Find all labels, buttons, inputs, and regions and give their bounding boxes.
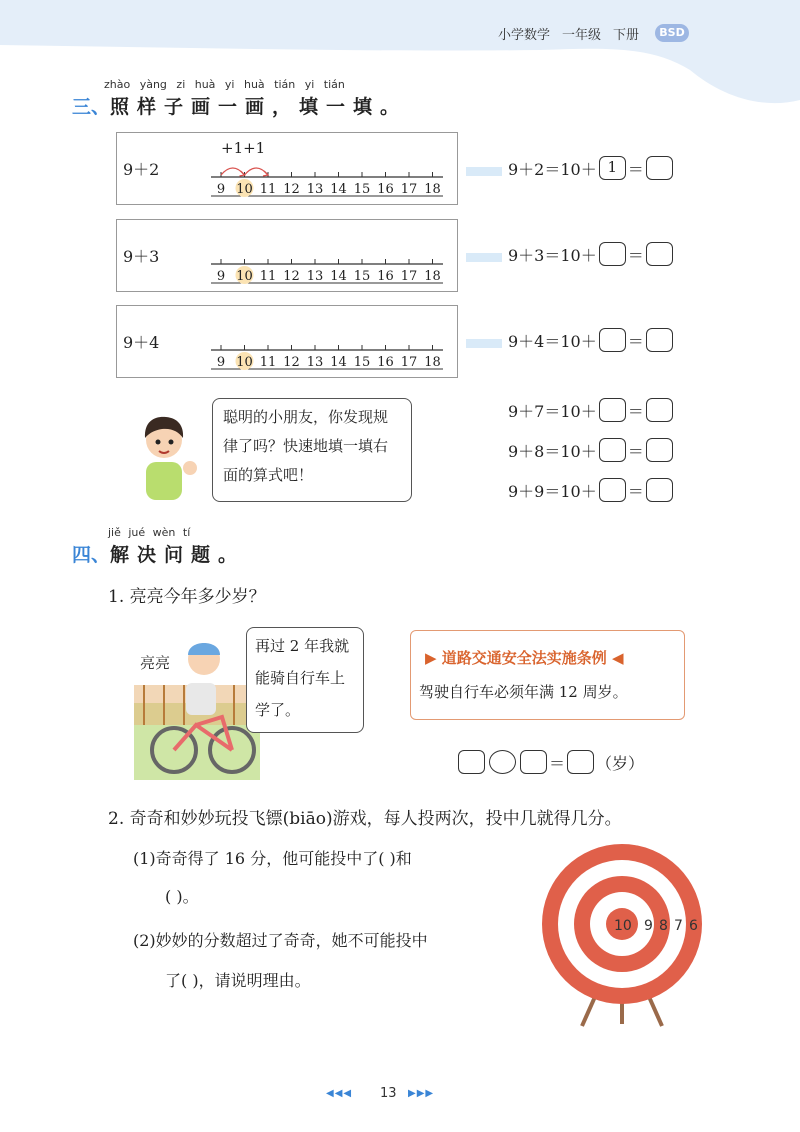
hop-label: +1+1 <box>221 139 266 157</box>
tick-label: 18 <box>424 182 441 197</box>
row-expression: 9＋4 <box>123 333 160 352</box>
tick-label: 12 <box>283 269 300 284</box>
row-expression: 9＋2 <box>123 160 160 179</box>
equation-row: 9＋3＝10＋ ＝ <box>508 242 675 266</box>
answer-box[interactable] <box>520 750 547 774</box>
tick-label: 11 <box>259 355 277 370</box>
answer-box[interactable] <box>599 438 626 462</box>
bicycle-illustration <box>134 625 260 780</box>
boy-illustration <box>132 410 207 500</box>
answer-box[interactable] <box>599 242 626 266</box>
answer-box[interactable] <box>646 438 673 462</box>
tick-label: 17 <box>400 269 418 284</box>
section4-title: 四、解决问题。 <box>72 544 246 566</box>
number-line <box>207 238 447 288</box>
question-2-part1-cont: ( )。 <box>165 887 199 906</box>
name-label: 亮亮 <box>140 654 171 672</box>
tick-label: 9 <box>216 269 226 284</box>
answer-box[interactable] <box>646 156 673 180</box>
tick-label: 13 <box>306 355 324 370</box>
number-line-box <box>116 132 458 205</box>
tick-label: 15 <box>353 269 371 284</box>
tick-label: 14 <box>330 182 347 197</box>
question-1-title: 1. 亮亮今年多少岁？ <box>108 587 266 607</box>
equation-row: 9＋4＝10＋ ＝ <box>508 328 675 352</box>
answer-box[interactable] <box>646 478 673 502</box>
answer-box[interactable] <box>458 750 485 774</box>
tick-label: 16 <box>377 269 394 284</box>
header-subject: 小学数学 一年级 下册 <box>498 28 640 43</box>
row-expression: 9＋3 <box>123 247 160 266</box>
tick-label: 14 <box>330 269 347 284</box>
tick-label: 12 <box>283 182 300 197</box>
tick-label: 15 <box>353 355 371 370</box>
law-text: 驾驶自行车必须年满 12 周岁。 <box>419 683 628 701</box>
answer-box[interactable] <box>646 242 673 266</box>
next-page-icon[interactable]: ▶▶▶ <box>408 1088 435 1099</box>
arrow-icon <box>466 339 502 348</box>
number-line <box>207 151 447 201</box>
speech-bubble: 再过 2 年我就能骑自行车上学了。 <box>246 627 364 733</box>
answer-box[interactable] <box>599 328 626 352</box>
tick-label: 18 <box>424 355 441 370</box>
operator-circle[interactable] <box>489 750 516 774</box>
arrowhead-icon <box>263 171 268 176</box>
tick-label: 10 <box>236 269 253 284</box>
tick-label: 16 <box>377 182 394 197</box>
number-line-box <box>116 219 458 292</box>
tick-label: 13 <box>306 269 324 284</box>
tick-label: 17 <box>400 355 418 370</box>
score-label: 9 <box>644 918 653 934</box>
score-label: 6 <box>689 918 698 934</box>
prev-page-icon[interactable]: ◀◀◀ <box>326 1088 353 1099</box>
equation-row: 9＋9＝10＋ ＝ <box>508 478 675 502</box>
answer-box[interactable] <box>599 478 626 502</box>
tick-label: 11 <box>259 182 277 197</box>
tick-label: 10 <box>236 182 253 197</box>
arrow-icon <box>466 167 502 176</box>
number-line <box>207 324 447 374</box>
equation-row: 9＋8＝10＋ ＝ <box>508 438 675 462</box>
score-label: 7 <box>674 918 683 934</box>
arrowhead-icon <box>240 171 245 176</box>
arrow-icon <box>466 253 502 262</box>
answer-box[interactable]: 1 <box>599 156 626 180</box>
number-line-box <box>116 305 458 378</box>
law-notice <box>410 630 685 720</box>
tick-label: 9 <box>216 182 226 197</box>
question-2-part2-cont: 了( )，请说明理由。 <box>165 971 311 990</box>
score-label: 8 <box>659 918 668 934</box>
tick-label: 18 <box>424 269 441 284</box>
edition-badge: BSD <box>655 24 689 42</box>
tick-label: 15 <box>353 182 371 197</box>
section4-pinyin: jiě jué wèn tí <box>108 526 191 539</box>
answer-box[interactable] <box>646 398 673 422</box>
question-2-part2: (2)妙妙的分数超过了奇奇，她不可能投中 <box>133 931 428 950</box>
question-2-part1: (1)奇奇得了 16 分，他可能投中了( )和 <box>133 849 412 868</box>
tick-label: 14 <box>330 355 347 370</box>
answer-box[interactable] <box>599 398 626 422</box>
answer-box[interactable] <box>646 328 673 352</box>
tick-label: 10 <box>236 355 253 370</box>
header-background <box>0 0 800 140</box>
equation-row: 9＋2＝10＋ 1 ＝ <box>508 156 675 180</box>
answer-box[interactable] <box>567 750 594 774</box>
question-2-title: 2. 奇奇和妙妙玩投飞镖(biāo)游戏，每人投两次，投中几就得几分。 <box>108 809 622 829</box>
tick-label: 11 <box>259 269 277 284</box>
equation-row: 9＋7＝10＋ ＝ <box>508 398 675 422</box>
tick-label: 17 <box>400 182 418 197</box>
page-number: 13 <box>380 1086 397 1101</box>
hint-bubble: 聪明的小朋友，你发现规律了吗？快速地填一填右面的算式吧！ <box>212 398 412 502</box>
section3-pinyin: zhào yàng zi huà yi huà tián yi tián <box>104 78 345 91</box>
tick-label: 16 <box>377 355 394 370</box>
answer-equation: ＝ （岁） <box>456 750 644 774</box>
section3-title: 三、照样子画一画，填一填。 <box>72 96 408 118</box>
score-label: 10 <box>614 918 632 934</box>
tick-label: 9 <box>216 355 226 370</box>
dartboard-illustration <box>540 840 705 1030</box>
law-title: ▶ 道路交通安全法实施条例 ◀ <box>425 649 624 667</box>
tick-label: 12 <box>283 355 300 370</box>
tick-label: 13 <box>306 182 324 197</box>
